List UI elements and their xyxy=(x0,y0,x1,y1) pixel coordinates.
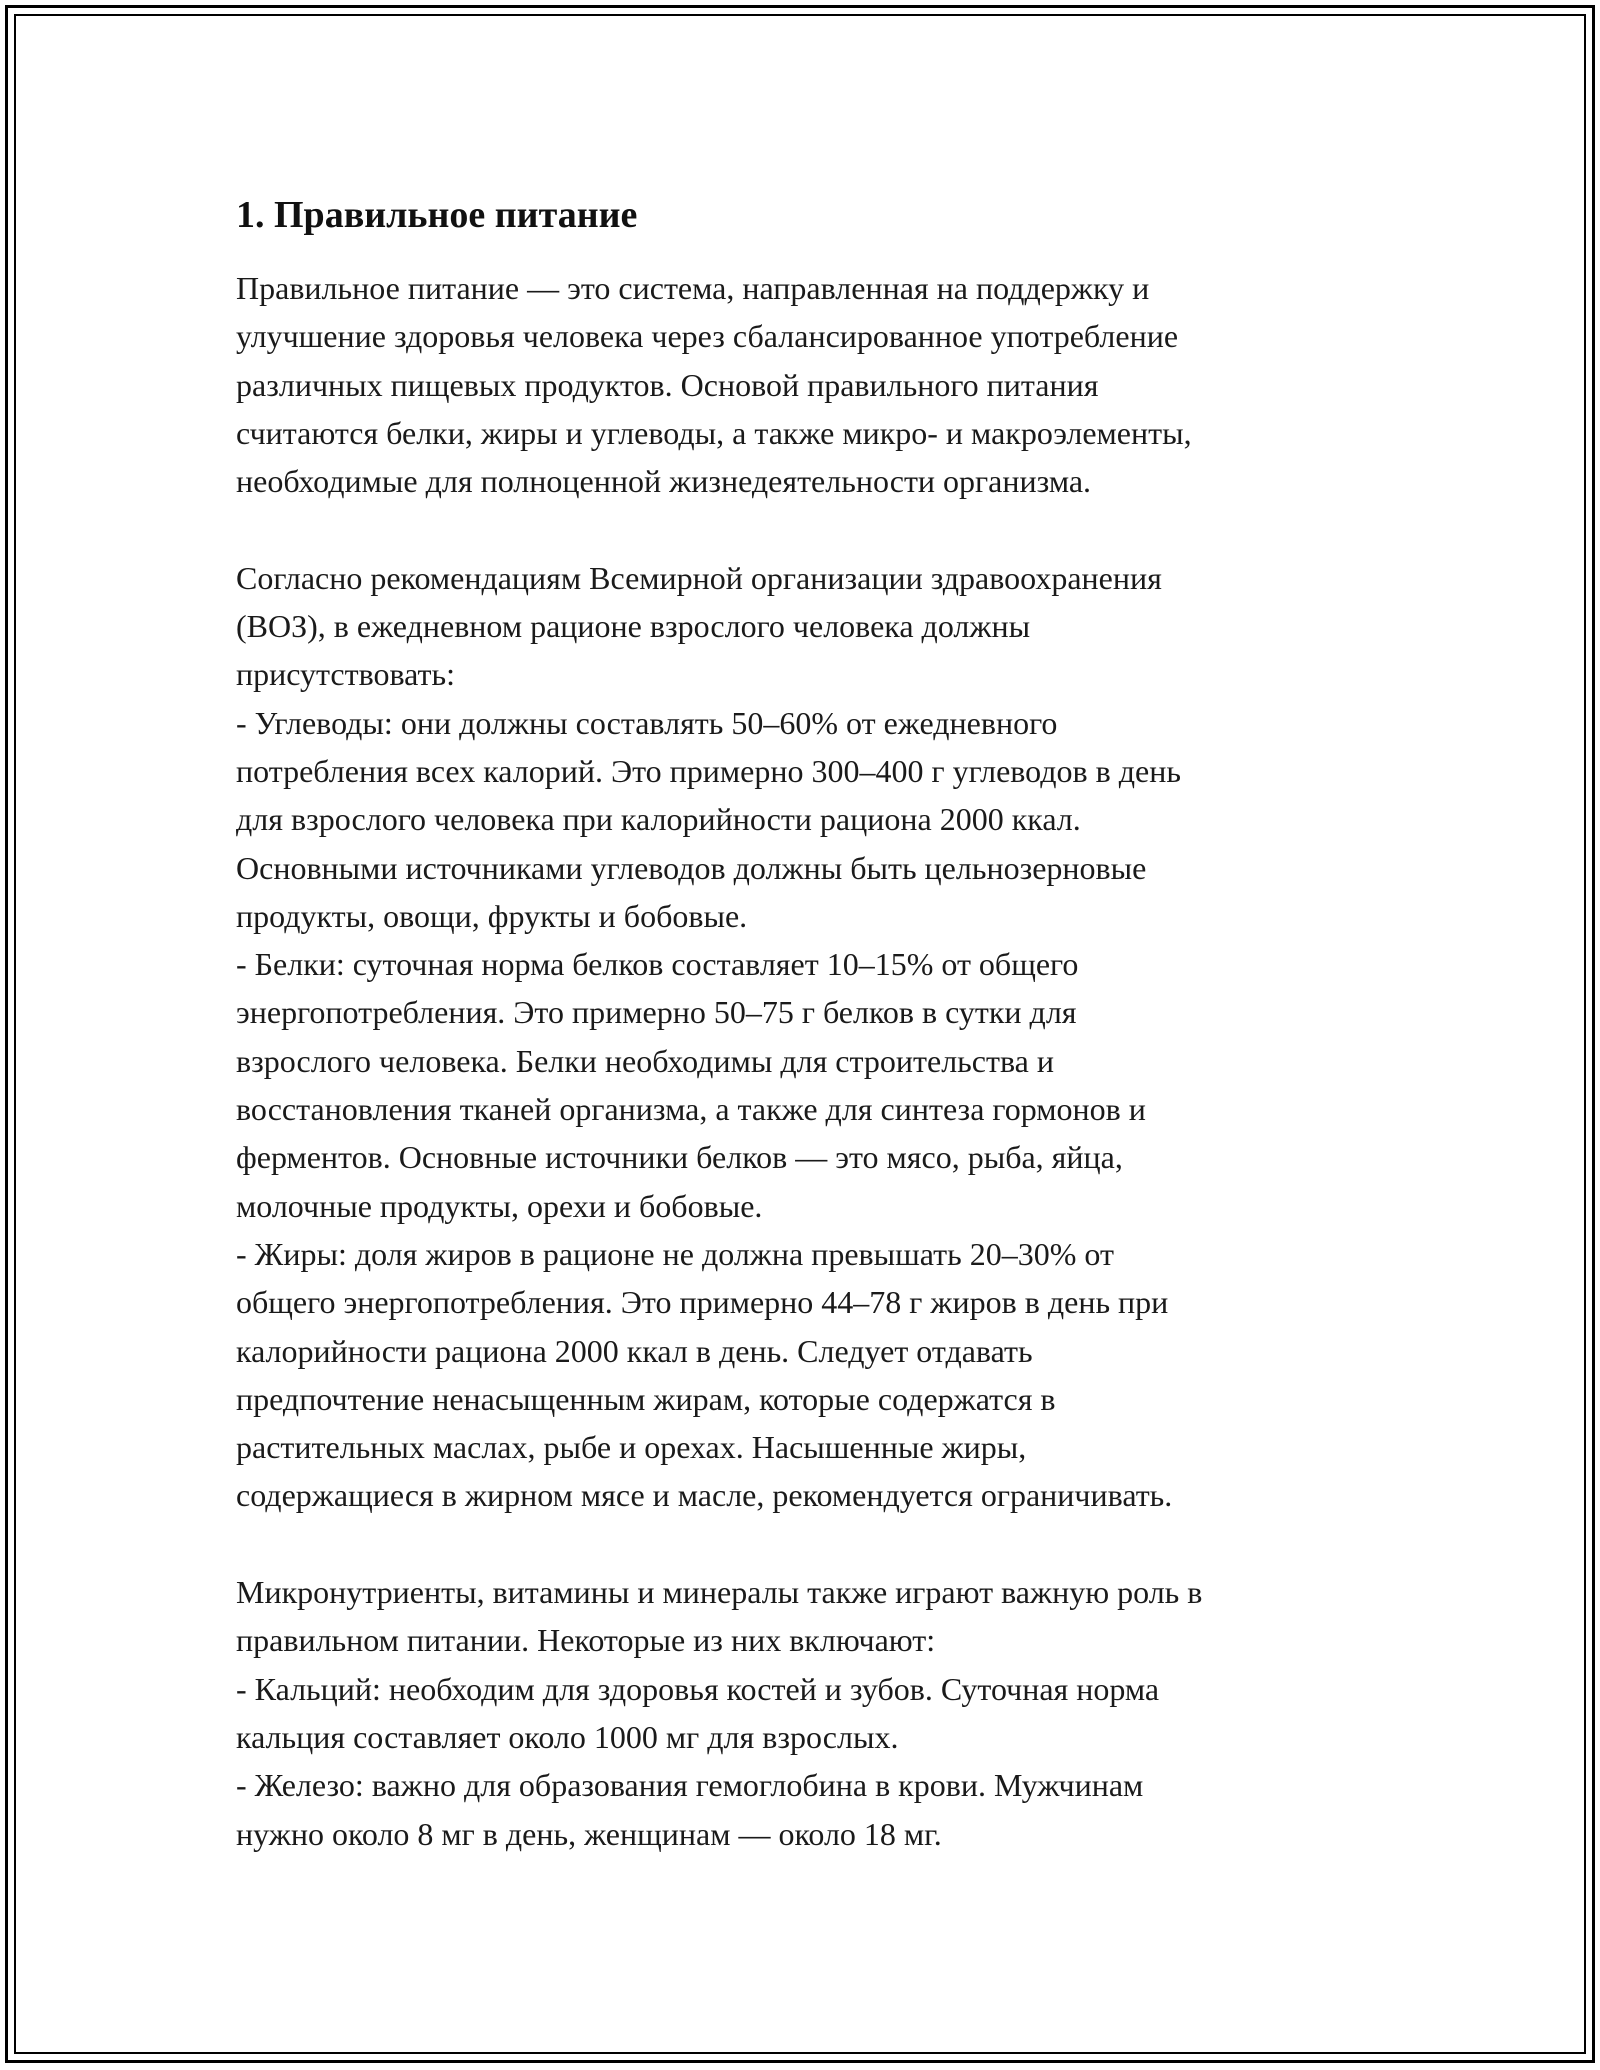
document-title: 1. Правильное питание xyxy=(236,194,638,236)
text-line: взрослого человека. Белки необходимы для строительства и xyxy=(236,1042,1054,1079)
text-line: нужно около 8 мг в день, женщинам — около 18 мг. xyxy=(236,1815,942,1852)
text-line: Согласно рекомендациям Всемирной организации здравоохранения xyxy=(236,559,1162,596)
paragraph xyxy=(236,264,1366,505)
text-line: энергопотребления. Это примерно 50–75 г белков в сутки для xyxy=(236,994,1077,1031)
text-line: различных пищевых продуктов. Основой правильного питания xyxy=(236,366,1099,403)
text-line: ферментов. Основные источники белков — это мясо, рыба, яйца, xyxy=(236,1139,1123,1176)
text-line: считаются белки, жиры и углеводы, а также микро- и макроэлементы, xyxy=(236,414,1192,451)
text-line: улучшение здоровья человека через сбалансированное употребление xyxy=(236,318,1179,355)
text-line: присутствовать: xyxy=(236,656,456,693)
text-line: Микронутриенты, витамины и минералы также играют важную роль в xyxy=(236,1574,1203,1611)
text-line: - Белки: суточная норма белков составляет 10–15% от общего xyxy=(236,946,1079,983)
text-line: (ВОЗ), в ежедневном рационе взрослого человека должны xyxy=(236,608,1031,645)
paragraph xyxy=(236,1568,1366,1858)
text-line: молочные продукты, орехи и бобовые. xyxy=(236,1187,763,1224)
text-line: предпочтение ненасыщенным жирам, которые содержатся в xyxy=(236,1380,1056,1417)
text-line: Правильное питание — это система, направленная на поддержку и xyxy=(236,270,1150,306)
text-line: правильном питании. Некоторые из них включают: xyxy=(236,1622,936,1659)
paragraph xyxy=(236,554,1366,1520)
text-line: Основными источниками углеводов должны быть цельнозерновые xyxy=(236,849,1147,886)
text-line: общего энергопотребления. Это примерно 44–78 г жиров в день при xyxy=(236,1284,1169,1321)
text-line: потребления всех калорий. Это примерно 300–400 г углеводов в день xyxy=(236,752,1181,789)
text-line: - Кальций: необходим для здоровья костей и зубов. Суточная норма xyxy=(236,1670,1160,1707)
text-line: - Жиры: доля жиров в рационе не должна превышать 20–30% от xyxy=(236,1235,1114,1272)
text-line: восстановления тканей организма, а также для синтеза гормонов и xyxy=(236,1091,1146,1128)
text-line: растительных маслах, рыбе и орехах. Насышенные жиры, xyxy=(236,1429,1027,1466)
text-line: - Железо: важно для образования гемоглобина в крови. Мужчинам xyxy=(236,1767,1144,1804)
text-line: необходимые для полноценной жизнедеятельности организма. xyxy=(236,463,1092,500)
text-line: - Углеводы: они должны составлять 50–60% от ежедневного xyxy=(236,704,1058,741)
text-line: продукты, овощи, фрукты и бобовые. xyxy=(236,897,748,934)
text-line: для взрослого человека при калорийности рациона 2000 ккал. xyxy=(236,801,1081,838)
document-body xyxy=(236,264,1366,1858)
text-line: калорийности рациона 2000 ккал в день. Следует отдавать xyxy=(236,1332,1033,1369)
document-content xyxy=(236,190,1366,1858)
text-line: содержащиеся в жирном мясе и масле, рекомендуется ограничивать. xyxy=(236,1477,1173,1514)
text-line: кальция составляет около 1000 мг для взрослых. xyxy=(236,1718,899,1755)
